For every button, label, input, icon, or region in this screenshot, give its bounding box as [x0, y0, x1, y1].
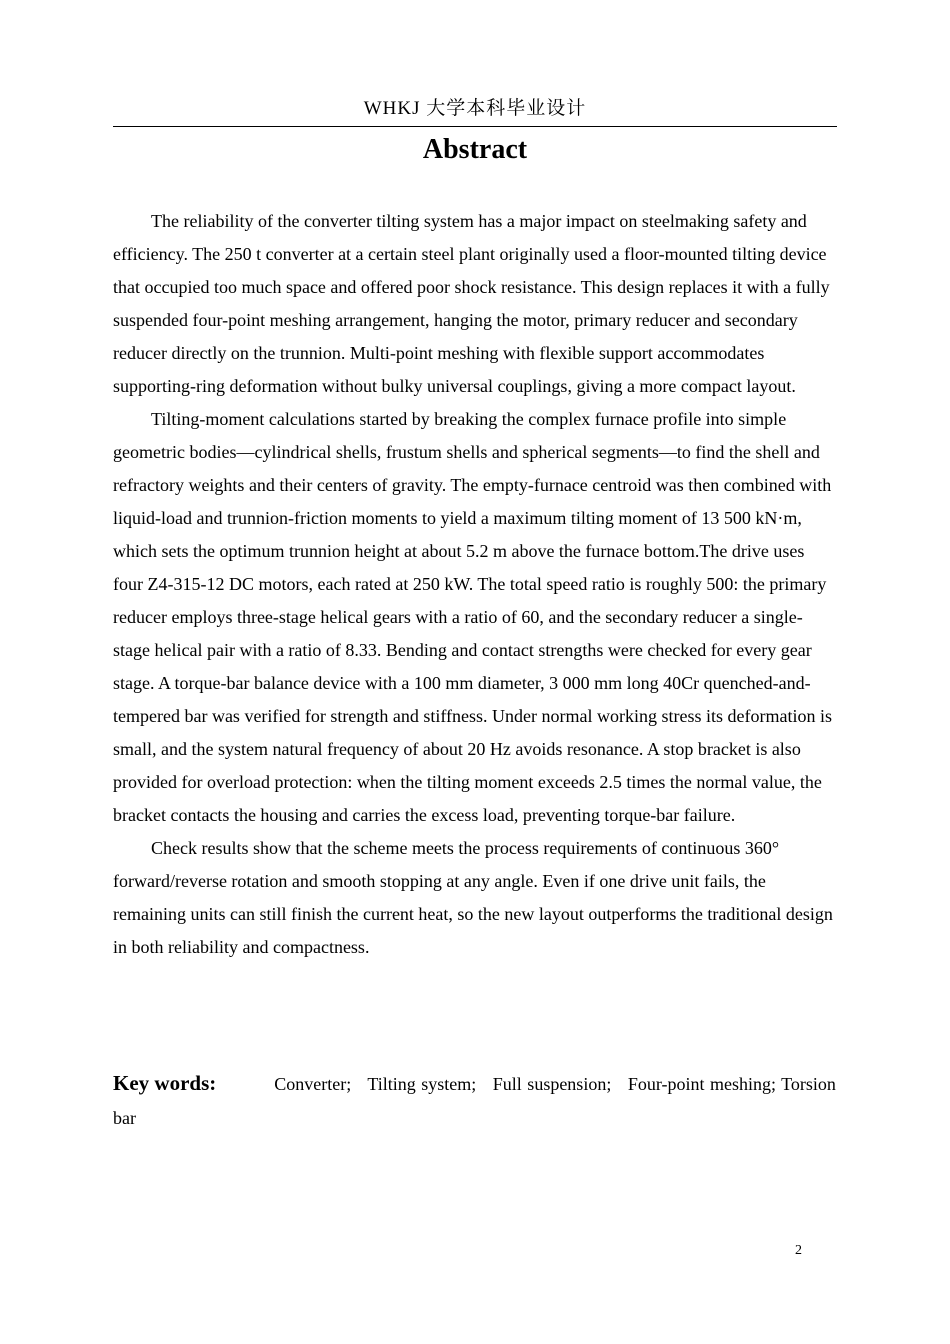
- abstract-paragraph-1: The reliability of the converter tilting system has a major impact on steelmaking safety and efficiency. The 250 t converter at a certain steel plant originally used a floor-mounted tilting device that occupied too much space and offered poor shock resistance. This design replaces it with a fully suspended four-point meshing arrangement, hanging the motor, primary reducer and secondary reducer directly on the trunnion. Multi-point meshing with flexible support accommodates supporting-ring deformation without bulky universal couplings, giving a more compact layout.: [113, 211, 830, 396]
- keyword-item: Tilting system;: [367, 1074, 477, 1094]
- keyword-item: Torsion bar: [113, 1074, 836, 1128]
- abstract-title: Abstract: [422, 134, 528, 165]
- keywords-list: [113, 1074, 836, 1128]
- keyword-item: Converter;: [274, 1074, 352, 1094]
- running-header: WHKJ 大学本科毕业设计: [363, 98, 587, 119]
- page-number: 2: [795, 1243, 802, 1258]
- abstract-paragraph-3: Check results show that the scheme meets the process requirements of continuous 360° forward/reverse rotation and smooth stopping at any angle. Even if one drive unit fails, the remaining units can still finish the current heat, so the new layout outperforms the traditional design in both reliability and compactness.: [113, 838, 833, 957]
- abstract-body: [113, 205, 837, 964]
- abstract-paragraph-2: Tilting-moment calculations started by breaking the complex furnace profile into simple geometric bodies—cylindrical shells, frustum shells and spherical segments—to find the shell and refractory weights and their centers of gravity. The empty-furnace centroid was then combined with liquid-load and trunnion-friction moments to yield a maximum tilting moment of 13 500 kN·m, which sets the optimum trunnion height at about 5.2 m above the furnace bottom.The drive uses four Z4-315-12 DC motors, each rated at 250 kW. The total speed ratio is roughly 500: the primary reducer employs three-stage helical gears with a ratio of 60, and the secondary reducer a single-stage helical pair with a ratio of 8.33. Bending and contact strengths were checked for every gear stage. A torque-bar balance device with a 100 mm diameter, 3 000 mm long 40Cr quenched-and-tempered bar was verified for strength and stiffness. Under normal working stress its deformation is small, and the system natural frequency of about 20 Hz avoids resonance. A stop bracket is also provided for overload protection: when the tilting moment exceeds 2.5 times the normal value, the bracket contacts the housing and carries the excess load, preventing torque-bar failure.: [113, 409, 832, 825]
- keyword-item: Full suspension;: [492, 1074, 612, 1094]
- keywords-label: Key words:: [113, 1071, 217, 1095]
- keywords-section: [113, 1066, 837, 1135]
- header-rule: [113, 126, 837, 127]
- keyword-item: Four-point meshing;: [627, 1074, 776, 1094]
